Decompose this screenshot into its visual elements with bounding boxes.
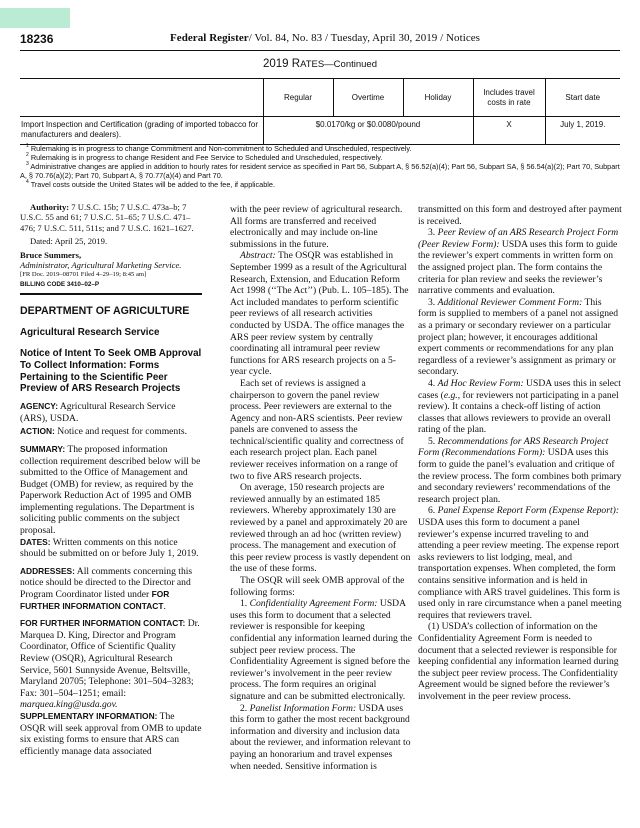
- footnote-number: 2: [26, 152, 29, 158]
- form-item: [418, 297, 622, 378]
- table-footnotes: [20, 144, 620, 189]
- form-number: 2.: [240, 702, 250, 714]
- form-number: 1.: [240, 598, 250, 610]
- addresses-paragraph: [20, 566, 202, 612]
- action-label: ACTION:: [20, 426, 55, 437]
- publication-name: Federal Register: [170, 32, 249, 44]
- contact-email[interactable]: marquea.king@usda.gov.: [20, 699, 118, 711]
- footnote-number: 1: [26, 143, 29, 149]
- action-text: Notice and request for comments.: [54, 426, 188, 438]
- addresses-text: All comments concerning this notice should be directed to the Director and Program Coordinator listed under: [20, 565, 193, 601]
- issue-info: / Vol. 84, No. 83 / Tuesday, April 30, 2019 / Notices: [248, 32, 481, 44]
- header-cell: Holiday: [403, 79, 473, 117]
- table-title-prefix: 2019 R: [262, 58, 301, 70]
- authority-paragraph: [20, 202, 202, 233]
- dates-paragraph: [20, 537, 202, 560]
- supplementary-label: SUPPLEMENTARY INFORMATION:: [20, 710, 158, 721]
- signer-title: Administrator, Agricultural Marketing Service.: [20, 260, 182, 271]
- dates-text: Written comments on this notice should be submitted on or before July 1, 2019.: [20, 536, 199, 560]
- abstract-label: Abstract:: [240, 250, 276, 262]
- subagency-heading: Agricultural Research Service: [20, 326, 160, 338]
- contact-paragraph: [20, 618, 202, 711]
- authority-text: 7 U.S.C. 15b; 7 U.S.C. 473a–b; 7 U.S.C. 55 and 61; 7 U.S.C. 51–65; 7 U.S.C. 471–476; 7 U.S.C. 511, 511s; and 7 U.S.C. 1621–1627.: [20, 202, 194, 233]
- form-description: for reviewers not participating in a panel review). It contains a check-off listing of action classes that allows reviewers to provide an overall rating of the plan.: [418, 389, 619, 436]
- form-item: [230, 703, 412, 773]
- header-cell: Start date: [545, 79, 620, 117]
- table-row: [20, 117, 620, 145]
- action-line: [20, 426, 202, 438]
- header-cell: Regular: [263, 79, 333, 117]
- form-description: USDA uses this form to document a panel reviewer’s expense incurred traveling to and attending a peer review meeting. The expense report asks reviewers to list lodging, meal, and transportation expenses. When completed, the form contains sensitive information and is held in compliance with ARS travel guidelines. This form is used only in rare circumstance when a panel meeting requires that reviewers travel.: [418, 517, 622, 621]
- row-rate: $0.0170/kg or $0.0080/pound: [263, 117, 473, 145]
- agency-label: AGENCY:: [20, 401, 58, 412]
- form-description: This form is supplied to members of a panel not assigned as a primary or secondary reviewer on a particular project plan; however, it encourages additional expert comments or recommendations for any plan regardless of a reviewer’s assignment as primary or secondary.: [418, 296, 619, 378]
- row-description: Import Inspection and Certification (grading of imported tobacco for manufacturers and dealers).: [20, 117, 263, 145]
- margin-tab: [0, 8, 70, 28]
- form-number: 4.: [428, 377, 438, 389]
- form-item: [418, 505, 622, 621]
- form-description: USDA uses this form to document that a selected reviewer is responsible for keeping confidential any information learned during the subject peer review process. The Confidentiality Agreement is signed before the reviewer’s involvement in the peer review process. The form requires an original signature and can be submitted electronically.: [230, 598, 412, 702]
- footnote-text: Rulemaking is in progress to change Resident and Fee Service to Scheduled and Unscheduled, respectively.: [30, 153, 383, 162]
- page-number: 18236: [20, 32, 54, 46]
- header-cell: Includes travel costs in rate: [473, 79, 545, 117]
- footnote-number: 3: [26, 161, 29, 167]
- fr-doc-line: [FR Doc. 2019–08701 Filed 4–29–19; 8:45 am]: [20, 271, 147, 279]
- table-title: [0, 58, 640, 70]
- header-rule: [20, 50, 620, 51]
- column-1: [20, 200, 202, 757]
- abstract-paragraph: [230, 250, 412, 378]
- dated-line: Dated: April 25, 2019.: [30, 236, 108, 247]
- addresses-label: ADDRESSES:: [20, 565, 75, 576]
- summary-text: The proposed information collection requirement described below will be submitted to the Office of Management and Budget (OMB) for review, as required by the Paperwork Reduction Act of 1995 and OMB implementing regulations. The Department is soliciting public comments on the subject proposal.: [20, 443, 201, 537]
- header-cell: Overtime: [333, 79, 403, 117]
- footnote-text: Administrative changes are applied in addition to hourly rates for resident service as specified in Part 56, Subpart A, § 56.52(a)(4); Part 56, Subpart SA, § 56.54(a)(2); Part 70, Subpart A, § 70.76(a)(2); Part 70, Subpart A, § 70.77(a)(4) and Part 70.: [20, 162, 620, 180]
- form-item: [418, 378, 622, 436]
- body-paragraph: with the peer review of agricultural research. All forms are transferred and received electronically and may include on-line submissions in the future.: [230, 204, 403, 250]
- footnote-number: 4: [26, 179, 29, 185]
- body-paragraph: Each set of reviews is assigned a chairperson to govern the panel review process. Peer reviewers are external to the Agency and non-ARS scientists. Peer review panels are convened to assess the technical/scientific quality and correctness of each research project plan. Each panel reviewer receives information on a range of two to five ARS research projects.: [230, 377, 404, 482]
- header-cell: [20, 79, 263, 117]
- rates-table: [20, 78, 620, 145]
- form-description: USDA uses this form to gather the most recent background information and diversity and inclusion data about the reviewer, and information relevant to paying an honorarium and travel expenses when needed. Sensitive information is: [230, 702, 411, 772]
- row-travel: X: [473, 117, 545, 145]
- signer-name: Bruce Summers,: [20, 249, 82, 260]
- form-item: [230, 598, 412, 702]
- authority-label: Authority:: [30, 202, 70, 212]
- summary-label: SUMMARY:: [20, 443, 66, 454]
- form-number: 6.: [428, 505, 438, 517]
- form-title: Confidentiality Agreement Form:: [249, 598, 378, 610]
- form-title: Additional Reviewer Comment Form:: [437, 296, 583, 308]
- body-paragraph: (1) USDA’s collection of information on the Confidentiality Agreement Form is needed to document that a selected reviewer is responsible for keeping confidential any information learned during the subject peer review process. The Confidentiality Agreement would be signed before the reviewer’s involvement in the peer review process.: [418, 621, 619, 702]
- column-3: [418, 200, 622, 703]
- form-description-eg: e.g.,: [443, 389, 461, 401]
- form-title: Panelist Information Form:: [249, 702, 357, 714]
- table-header-row: [20, 79, 620, 117]
- body-paragraph: transmitted on this form and destroyed after payment is received.: [418, 204, 622, 227]
- footnote-text: Travel costs outside the United States will be added to the fee, if applicable.: [30, 180, 276, 189]
- abstract-text: The OSQR was established in September 1999 as a result of the Agricultural Research, Extension, and Education Reform Act 1998 (‘‘The Act’’) (Pub. L. 105–185). The Act included mandates to perform scientific peer reviews of all research activities conducted by USDA. The office manages the ARS peer review system by centrally coordinating all intramural peer review functions for ARS research projects on a 5-year cycle.: [230, 250, 409, 378]
- form-item: [418, 436, 622, 506]
- form-description: USDA uses this form to guide the panel’s evaluation and critique of the review process. The form combines both primary and secondary reviewers’ recommendations of the research project plan.: [418, 447, 622, 505]
- contact-text: Dr. Marquea D. King, Director and Program Coordinator, Office of Scientific Quality Review (OSQR), Agricultural Research Service, 5601 Sunnyside Avenue, Beltsville, Maryland 20705; Telephone: 301–504–3283; Fax: 301–504–1251; email:: [20, 618, 200, 699]
- form-number: 3.: [428, 296, 438, 308]
- agency-text: Agricultural Research Service (ARS), USDA.: [20, 401, 176, 424]
- form-number: 3.: [428, 227, 438, 239]
- row-start-date: July 1, 2019.: [545, 117, 620, 145]
- footnote: [20, 162, 620, 180]
- footnote: [20, 153, 620, 162]
- footnote-text: Rulemaking is in progress to change Commitment and Non-commitment to Scheduled and Unscheduled, respectively.: [30, 144, 412, 153]
- page-header: [20, 32, 620, 48]
- form-description: USDA uses this form to guide the reviewer’s expert comments in written form on the assigned project plan. The form contains the criteria for plan review and seeks the reviewer’s narrative comments and evaluation.: [418, 238, 618, 297]
- form-description: USDA uses this in select cases (: [418, 377, 621, 401]
- body-paragraph: The OSQR will seek OMB approval of the following forms:: [230, 575, 405, 598]
- summary-paragraph: [20, 444, 202, 537]
- contact-label: FOR FURTHER INFORMATION CONTACT:: [20, 618, 186, 629]
- footnote: [20, 180, 620, 189]
- billing-code: BILLING CODE 3410–02–P: [20, 280, 100, 288]
- dates-label: DATES:: [20, 536, 51, 547]
- form-title: Peer Review of an ARS Research Project Form (Peer Review Form):: [418, 227, 619, 250]
- section-divider: [20, 293, 202, 295]
- footnote: [20, 144, 620, 153]
- form-title: Panel Expense Report Form (Expense Report):: [437, 505, 620, 517]
- body-paragraph: On average, 150 research projects are reviewed annually by an estimated 185 reviewers. Whereby approximately 130 are reviewed by a panel and approximately 20 are reviewed through an ad hoc (written review) process. The management and execution of this peer review process is vastly dependent on the use of these forms.: [230, 482, 411, 575]
- running-head: [170, 32, 480, 44]
- form-title: Ad Hoc Review Form:: [437, 377, 524, 389]
- agency-heading: DEPARTMENT OF AGRICULTURE: [20, 304, 190, 317]
- supplementary-text: The OSQR will seek approval from OMB to update six existing forms to ensure that ARS can efficiently manage data associated: [20, 710, 202, 757]
- addresses-end: .: [163, 600, 166, 612]
- column-2: [230, 200, 412, 772]
- form-title: Recommendations for ARS Research Project Form (Recommendations Form):: [418, 435, 609, 459]
- supplementary-paragraph: [20, 711, 202, 757]
- addresses-reference: FOR FURTHER INFORMATION CONTACT: [20, 589, 170, 611]
- agency-line: [20, 401, 202, 424]
- form-item: [418, 227, 622, 297]
- form-number: 5.: [428, 435, 438, 447]
- document-title: Notice of Intent To Seek OMB Approval To Collect Information: Forms Pertaining to the Scientific Peer Preview of ARS Research Projects: [20, 347, 202, 395]
- table-title-suffix: ATES—Continued: [300, 59, 377, 70]
